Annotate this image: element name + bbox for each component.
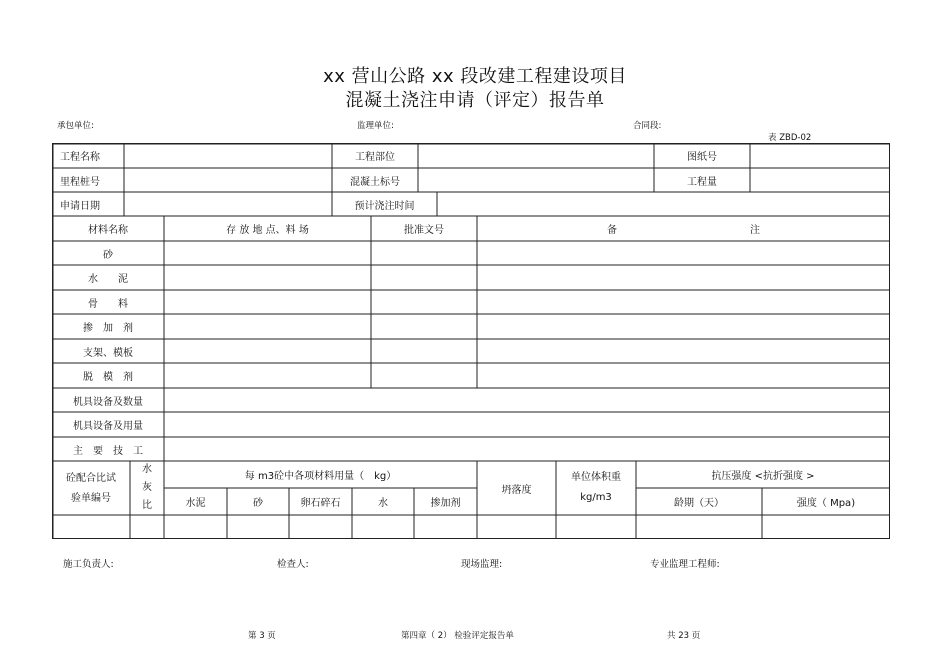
- concrete-grade-field[interactable]: [418, 168, 654, 192]
- document-subtitle: 混凝土浇注申请（评定）报告单: [345, 90, 605, 111]
- wc-char-3: 比: [142, 500, 152, 511]
- project-name-label: 工程名称: [60, 152, 100, 163]
- equipment-usage-field[interactable]: [164, 412, 890, 437]
- material-cement: 水 泥: [88, 274, 128, 285]
- builder-signature-label: 施工负责人:: [63, 559, 114, 570]
- col-water: 水: [378, 498, 388, 509]
- inspector-signature-label: 检查人:: [277, 559, 309, 570]
- supervisor-label: 监理单位:: [357, 121, 394, 131]
- form-code: 表 ZBD-02: [768, 133, 812, 143]
- material-formwork: 支架、模板: [83, 347, 133, 359]
- contractor-label: 承包单位:: [57, 121, 94, 131]
- col-age-days: 龄期（天）: [674, 498, 724, 509]
- page-number: 第 3 页: [248, 631, 276, 641]
- pour-time-field[interactable]: [437, 192, 890, 216]
- equipment-quantity-field[interactable]: [164, 388, 890, 412]
- engineer-signature-label: 专业监理工程师:: [650, 559, 720, 570]
- equipment-quantity-label: 机具设备及数量: [73, 396, 143, 408]
- pour-time-label: 预计浇注时间: [354, 200, 415, 212]
- slump-header: 坍落度: [501, 484, 532, 496]
- mix-report-no-line2: 验单编号: [71, 493, 111, 504]
- mix-report-no-line1: 砼配合比试: [66, 473, 116, 484]
- col-admixture: 掺加剂: [430, 498, 461, 509]
- mix-data-row[interactable]: [52, 515, 890, 539]
- approval-no-header: 批准文号: [404, 225, 444, 236]
- material-admixture: 掺 加 剂: [83, 323, 133, 334]
- project-name-field[interactable]: [124, 143, 332, 168]
- technicians-label: 主 要 技 工: [73, 445, 143, 457]
- drawing-no-label: 图纸号: [687, 152, 717, 163]
- contract-section-label: 合同段:: [633, 121, 662, 131]
- site-supervisor-signature-label: 现场监理:: [461, 559, 503, 570]
- material-name-header: 材料名称: [88, 225, 128, 236]
- mileage-label: 里程桩号: [60, 176, 100, 188]
- col-gravel: 卵石碎石: [300, 498, 341, 509]
- chapter-title: 第四章（ 2） 检验评定报告单: [401, 631, 514, 641]
- remark-header-2: 注: [750, 225, 760, 236]
- quantity-field[interactable]: [750, 168, 890, 192]
- col-strength-mpa: 强度（ Mpa): [796, 498, 856, 509]
- total-pages: 共 23 页: [667, 631, 701, 641]
- apply-date-label: 申请日期: [60, 200, 100, 212]
- project-part-label: 工程部位: [355, 152, 395, 163]
- mileage-field[interactable]: [124, 168, 332, 192]
- unit-weight-unit: kg/m3: [580, 492, 612, 503]
- drawing-no-field[interactable]: [750, 143, 890, 168]
- application-form: [52, 143, 890, 539]
- material-release-agent: 脱 模 剂: [83, 372, 133, 383]
- remark-header-1: 备: [607, 225, 617, 236]
- equipment-usage-label: 机具设备及用量: [73, 421, 143, 432]
- strength-header: 抗压强度 <抗折强度 >: [711, 471, 815, 482]
- project-part-field[interactable]: [418, 143, 654, 168]
- col-cement: 水泥: [185, 498, 206, 509]
- unit-weight-label: 单位体积重: [571, 472, 621, 483]
- water-cement-ratio-header: [130, 461, 164, 515]
- technicians-field[interactable]: [164, 437, 890, 461]
- material-sand: 砂: [103, 249, 113, 261]
- mix-report-no-header: [52, 463, 130, 515]
- unit-weight-header: [556, 461, 636, 515]
- concrete-grade-label: 混凝土标号: [350, 176, 400, 188]
- col-sand: 砂: [253, 498, 263, 509]
- document-title: xx 营山公路 xx 段改建工程建设项目: [323, 66, 627, 87]
- storage-header: 存 放 地 点、料 场: [226, 225, 309, 236]
- material-aggregate: 骨 料: [88, 298, 128, 310]
- quantity-label: 工程量: [687, 176, 717, 188]
- wc-char-1: 水: [142, 464, 152, 475]
- per-m3-usage-header: 每 m3砼中各项材料用量（ kg）: [244, 471, 397, 482]
- wc-char-2: 灰: [142, 482, 152, 493]
- apply-date-field[interactable]: [124, 192, 332, 216]
